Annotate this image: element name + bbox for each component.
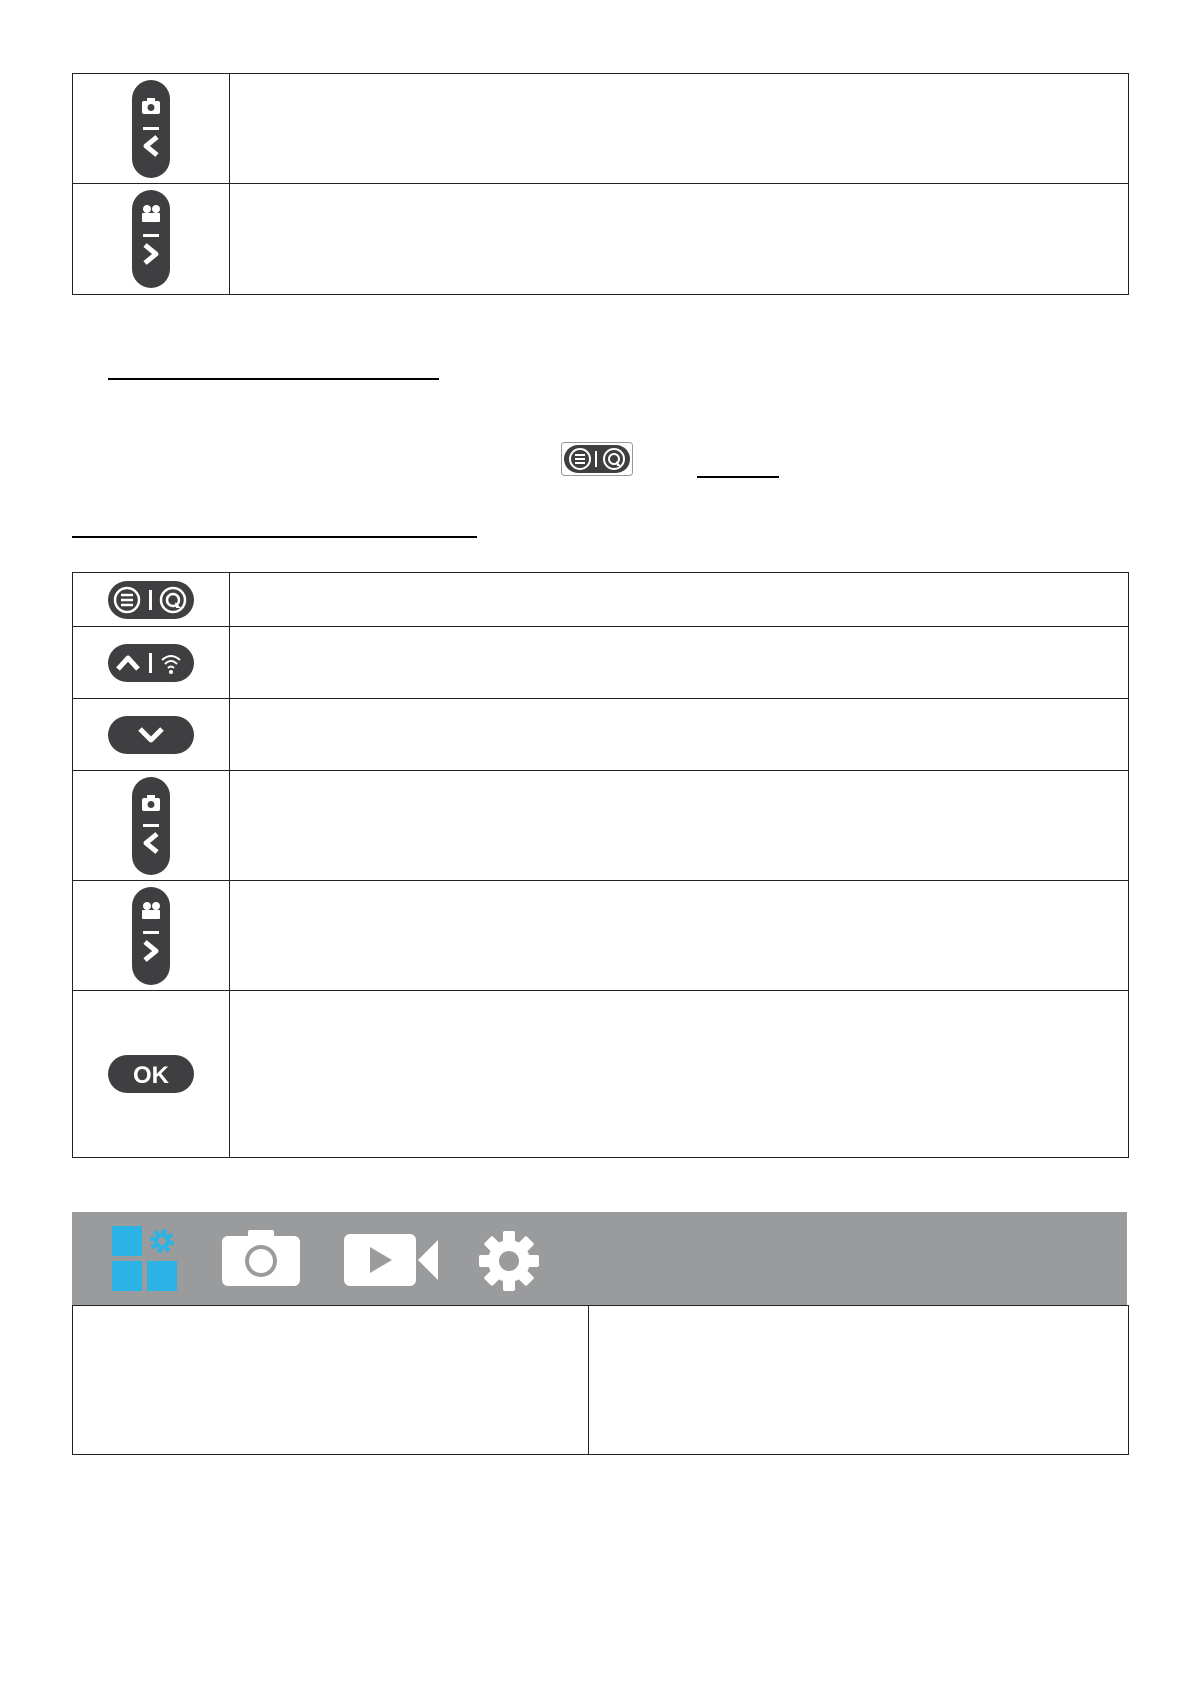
ok-button-icon — [107, 1054, 195, 1094]
description-cell — [230, 881, 1128, 990]
description-cell — [230, 627, 1128, 698]
table-row — [73, 881, 1128, 991]
table-row — [73, 573, 1128, 627]
icon-cell — [73, 881, 230, 990]
description-cell — [230, 991, 1128, 1157]
table-row — [73, 184, 1128, 294]
inline-link[interactable] — [697, 476, 779, 478]
button-table — [72, 572, 1129, 1158]
menu-playback-button-icon — [561, 442, 633, 476]
menu-playback-button-icon — [107, 580, 195, 620]
down-button-icon — [107, 715, 195, 755]
description-cell — [230, 184, 1128, 294]
camera-icon[interactable] — [222, 1230, 300, 1286]
icon-cell — [73, 184, 230, 294]
gear-icon[interactable] — [478, 1230, 540, 1292]
icon-cell — [73, 699, 230, 770]
table-row — [73, 74, 1128, 184]
video-right-button-icon — [131, 189, 171, 289]
mode-settings-icon[interactable] — [112, 1226, 178, 1292]
description-cell — [230, 573, 1128, 626]
top-button-table — [72, 73, 1129, 295]
description-cell — [230, 771, 1128, 880]
description-cell — [230, 699, 1128, 770]
video-camera-icon[interactable] — [344, 1234, 438, 1286]
bottom-table — [72, 1305, 1129, 1455]
table-row — [73, 699, 1128, 771]
up-wifi-button-icon — [107, 643, 195, 683]
menu-bar — [72, 1212, 1127, 1305]
icon-cell — [73, 573, 230, 626]
table-row — [73, 627, 1128, 699]
description-cell — [230, 74, 1128, 183]
icon-cell — [73, 771, 230, 880]
ok-button-label: OK — [133, 1062, 169, 1089]
bottom-left-cell — [73, 1306, 589, 1454]
table-row — [73, 771, 1128, 881]
photo-left-button-icon — [131, 776, 171, 876]
subheading — [72, 536, 477, 538]
icon-cell — [73, 627, 230, 698]
icon-cell — [73, 991, 230, 1157]
bottom-right-cell — [589, 1306, 1128, 1454]
section-heading — [108, 378, 439, 380]
icon-cell — [73, 74, 230, 183]
table-row — [73, 991, 1128, 1157]
photo-left-button-icon — [131, 79, 171, 179]
video-right-button-icon — [131, 886, 171, 986]
